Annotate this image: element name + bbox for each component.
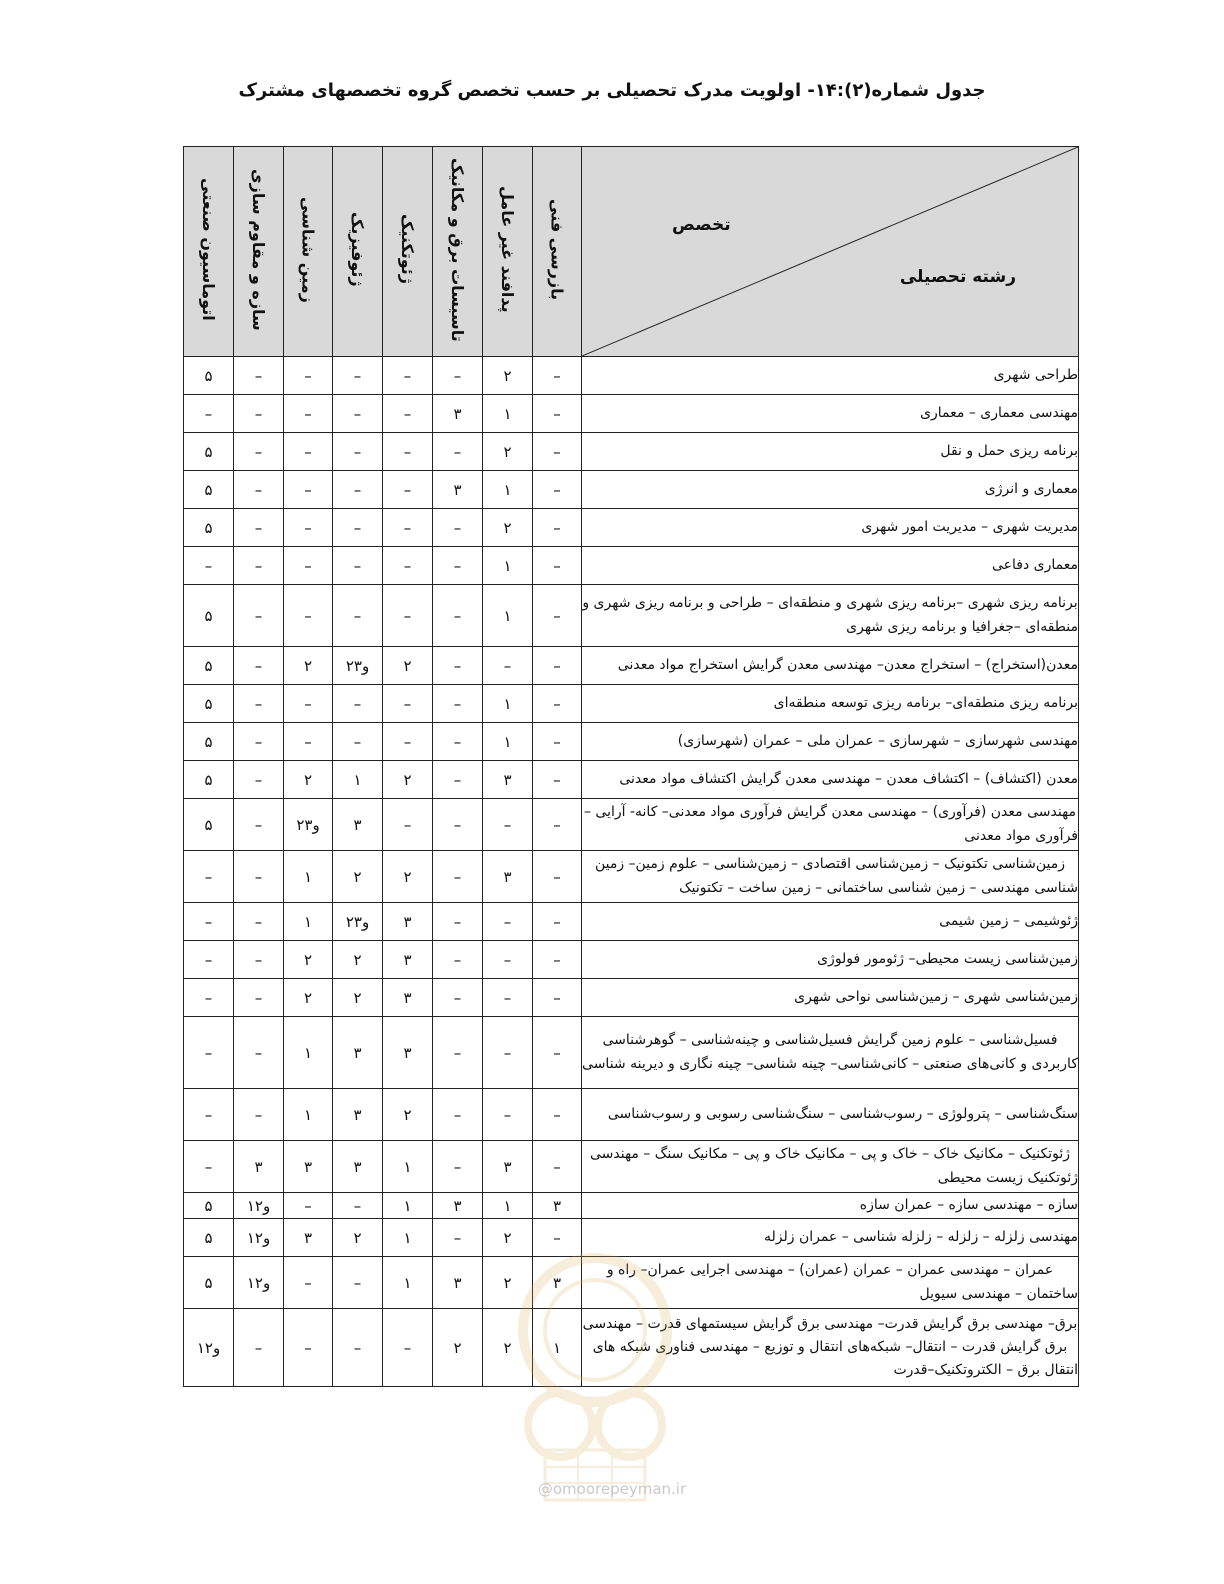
priority-cell: – [533, 1141, 582, 1193]
priority-cell: – [284, 1193, 333, 1219]
priority-cell: – [433, 799, 483, 851]
priority-cell: – [433, 1089, 483, 1141]
field-name-cell: برنامه ریزی منطقه‌ای– برنامه ریزی توسعه منطقه‌ای [582, 685, 1079, 723]
priority-cell: – [533, 547, 582, 585]
priority-cell: ۳ [383, 941, 433, 979]
priority-cell: – [433, 761, 483, 799]
priority-cell: ۱ [483, 395, 533, 433]
priority-cell: ۵ [184, 685, 234, 723]
priority-cell: – [234, 941, 284, 979]
priority-cell: ۱و۲ [234, 1193, 284, 1219]
priority-cell: ۲ [483, 509, 533, 547]
priority-cell: ۲و۳ [333, 903, 383, 941]
field-name-cell: معدن (اکتشاف) – اکتشاف معدن – مهندسی معدن گرایش اکتشاف مواد معدنی [582, 761, 1079, 799]
field-name-cell: فسیل‌شناسی – علوم زمین گرایش فسیل‌شناسی و چینه‌شناسی – گوهرشناسی کاربردی و کانی‌های صنعتی – کانی‌شناسی– چینه شناسی– چینه نگاری و دیرینه شناسی [582, 1017, 1079, 1089]
priority-cell: – [333, 357, 383, 395]
priority-cell: – [333, 395, 383, 433]
priority-cell: – [383, 799, 433, 851]
table-row [184, 1141, 1079, 1193]
priority-table [183, 146, 1079, 1387]
priority-cell: ۱و۲ [234, 1257, 284, 1309]
priority-cell: – [533, 685, 582, 723]
field-name-cell: زمین‌شناسی تکتونیک – زمین‌شناسی اقتصادی – زمین‌شناسی – علوم زمین– زمین شناسی مهندسی – زمین شناسی ساختمانی – زمین ساخت – تکتونیک [582, 851, 1079, 903]
table-row [184, 1257, 1079, 1309]
table-row [184, 979, 1079, 1017]
priority-cell: – [433, 851, 483, 903]
priority-cell: – [483, 1017, 533, 1089]
priority-cell: ۱ [483, 1193, 533, 1219]
column-header [284, 147, 333, 357]
column-header [234, 147, 284, 357]
priority-cell: – [184, 903, 234, 941]
priority-cell: ۵ [184, 799, 234, 851]
field-name-cell: مهندسی معدن (فرآوری) – مهندسی معدن گرایش فرآوری مواد معدنی– کانه- آرایی – فرآوری مواد معدنی [582, 799, 1079, 851]
table-row [184, 799, 1079, 851]
priority-cell: ۵ [184, 509, 234, 547]
priority-cell: ۲ [483, 433, 533, 471]
priority-cell: ۵ [184, 585, 234, 647]
column-header-label: اتوماسیون صنعتی [199, 178, 219, 321]
table-row [184, 471, 1079, 509]
table-row [184, 647, 1079, 685]
priority-cell: – [383, 395, 433, 433]
priority-cell: ۳ [433, 395, 483, 433]
priority-cell: ۳ [383, 979, 433, 1017]
priority-cell: ۲و۳ [333, 647, 383, 685]
table-title: جدول شماره(۲):۱۴- اولویت مدرک تحصیلی بر حسب تخصص گروه تخصصهای مشترک [238, 80, 986, 101]
priority-cell: – [533, 1219, 582, 1257]
priority-cell: ۳ [533, 1193, 582, 1219]
priority-cell: ۲ [284, 979, 333, 1017]
priority-cell: – [284, 357, 333, 395]
field-name-cell: برق– مهندسی برق گرایش قدرت– مهندسی برق گرایش سیستمهای قدرت – مهندسی برق گرایش قدرت – انتقال– شبکه‌های انتقال و توزیع – مهندسی فناوری شبکه های انتقال برق – الکتروتکنیک–قدرت [582, 1309, 1079, 1387]
column-header-label: پدافند غیر عامل [498, 186, 518, 313]
column-header-label: ژئوتکنیک [398, 214, 418, 285]
table-row [184, 585, 1079, 647]
table-row [184, 1193, 1079, 1219]
table-row [184, 1089, 1079, 1141]
field-name-cell: سنگ‌شناسی – پترولوژی – رسوب‌شناسی – سنگ‌شناسی رسوبی و رسوب‌شناسی [582, 1089, 1079, 1141]
table-row [184, 1309, 1079, 1387]
column-header [433, 147, 483, 357]
priority-cell: ۵ [184, 1193, 234, 1219]
priority-cell: – [284, 547, 333, 585]
priority-cell: – [333, 723, 383, 761]
priority-cell: – [433, 723, 483, 761]
priority-cell: – [184, 1017, 234, 1089]
priority-cell: – [284, 509, 333, 547]
priority-cell: – [433, 357, 483, 395]
field-name-cell: مهندسی شهرسازی – شهرسازی – عمران ملی – عمران (شهرسازی) [582, 723, 1079, 761]
priority-cell: – [333, 1257, 383, 1309]
priority-cell: – [234, 851, 284, 903]
priority-cell: ۱ [284, 1089, 333, 1141]
priority-cell: ۲ [284, 941, 333, 979]
field-name-cell: مهندسی زلزله – زلزله – زلزله شناسی – عمران زلزله [582, 1219, 1079, 1257]
priority-cell: – [433, 1141, 483, 1193]
specialty-header-label: تخصص [672, 215, 731, 235]
priority-cell: ۱ [483, 585, 533, 647]
priority-cell: – [533, 979, 582, 1017]
table-row [184, 357, 1079, 395]
column-header [533, 147, 582, 357]
priority-cell: – [234, 799, 284, 851]
priority-cell: – [533, 761, 582, 799]
priority-cell: – [533, 799, 582, 851]
priority-cell: – [184, 547, 234, 585]
table-row [184, 509, 1079, 547]
field-name-cell: زمین‌شناسی شهری – زمین‌شناسی نواحی شهری [582, 979, 1079, 1017]
priority-cell: ۵ [184, 1219, 234, 1257]
field-name-cell: ژئوتکنیک – مکانیک خاک – خاک و پی – مکانیک خاک و پی – مکانیک سنگ – مهندسی ژئوتکنیک زیست محیطی [582, 1141, 1079, 1193]
priority-cell: – [284, 433, 333, 471]
priority-cell: ۱ [284, 1017, 333, 1089]
priority-cell: – [284, 723, 333, 761]
priority-cell: – [383, 685, 433, 723]
priority-cell: ۲ [284, 647, 333, 685]
priority-cell: – [234, 1089, 284, 1141]
field-name-cell: معماری دفاعی [582, 547, 1079, 585]
priority-cell: – [184, 1089, 234, 1141]
field-name-cell: معدن(استخراج) – استخراج معدن– مهندسی معدن گرایش استخراج مواد معدنی [582, 647, 1079, 685]
priority-cell: ۲ [483, 1257, 533, 1309]
header-corner-cell [582, 147, 1079, 357]
priority-cell: – [433, 547, 483, 585]
priority-cell: – [234, 547, 284, 585]
priority-cell: – [433, 433, 483, 471]
priority-cell: – [333, 585, 383, 647]
priority-cell: ۱ [533, 1309, 582, 1387]
priority-cell: – [433, 1219, 483, 1257]
priority-cell: ۲ [284, 761, 333, 799]
priority-cell: – [284, 471, 333, 509]
priority-cell: ۱و۲ [184, 1309, 234, 1387]
priority-cell: – [184, 979, 234, 1017]
table-row [184, 685, 1079, 723]
priority-cell: ۳ [433, 471, 483, 509]
priority-cell: ۲ [433, 1309, 483, 1387]
priority-cell: ۵ [184, 357, 234, 395]
priority-cell: ۲ [383, 1089, 433, 1141]
priority-cell: – [234, 585, 284, 647]
priority-cell: ۲ [383, 761, 433, 799]
field-name-cell: مهندسی معماری – معماری [582, 395, 1079, 433]
priority-cell: – [234, 471, 284, 509]
priority-cell: – [533, 433, 582, 471]
priority-cell: ۳ [333, 1089, 383, 1141]
priority-cell: ۳ [483, 851, 533, 903]
priority-cell: – [284, 1309, 333, 1387]
priority-cell: – [383, 433, 433, 471]
priority-cell: – [483, 903, 533, 941]
column-header-label: ژئوفیزیک [348, 212, 368, 287]
priority-cell: – [234, 357, 284, 395]
priority-cell: – [333, 547, 383, 585]
priority-cell: – [333, 1309, 383, 1387]
priority-cell: – [234, 1309, 284, 1387]
priority-cell: – [533, 903, 582, 941]
priority-cell: ۳ [383, 903, 433, 941]
table-row [184, 761, 1079, 799]
priority-cell: – [433, 509, 483, 547]
priority-cell: – [433, 979, 483, 1017]
priority-cell: ۲ [483, 1219, 533, 1257]
priority-cell: – [433, 1017, 483, 1089]
priority-cell: – [483, 1089, 533, 1141]
table-row [184, 851, 1079, 903]
site-watermark-text: omoorepeyman.ir [552, 1480, 687, 1498]
priority-cell: – [333, 433, 383, 471]
priority-cell: – [433, 647, 483, 685]
priority-cell: – [433, 903, 483, 941]
priority-cell: ۳ [333, 1017, 383, 1089]
priority-cell: – [333, 685, 383, 723]
priority-cell: – [533, 647, 582, 685]
priority-cell: – [483, 941, 533, 979]
table-row [184, 903, 1079, 941]
priority-cell: – [234, 979, 284, 1017]
priority-cell: – [333, 509, 383, 547]
priority-cell: ۲ [333, 979, 383, 1017]
priority-cell: ۲ [383, 851, 433, 903]
table-row [184, 547, 1079, 585]
priority-cell: ۳ [433, 1257, 483, 1309]
priority-cell: ۲ [333, 941, 383, 979]
priority-cell: ۱و۲ [234, 1219, 284, 1257]
priority-cell: ۲و۳ [284, 799, 333, 851]
field-name-cell: ژئوشیمی – زمین شیمی [582, 903, 1079, 941]
priority-cell: – [284, 585, 333, 647]
priority-cell: ۳ [483, 761, 533, 799]
priority-cell: – [433, 585, 483, 647]
priority-cell: – [234, 1017, 284, 1089]
priority-cell: – [234, 761, 284, 799]
priority-cell: – [234, 509, 284, 547]
priority-cell: ۳ [383, 1017, 433, 1089]
priority-cell: – [234, 685, 284, 723]
priority-cell: – [333, 471, 383, 509]
priority-cell: – [383, 471, 433, 509]
field-name-cell: معماری و انرژی [582, 471, 1079, 509]
priority-cell: – [533, 395, 582, 433]
priority-cell: ۳ [533, 1257, 582, 1309]
priority-cell: ۱ [483, 547, 533, 585]
priority-cell: – [234, 433, 284, 471]
priority-cell: ۱ [483, 471, 533, 509]
priority-cell: – [383, 723, 433, 761]
priority-cell: – [533, 1089, 582, 1141]
diagonal-line [582, 147, 1078, 356]
column-header-label: سازه و مقاوم سازی [249, 168, 269, 331]
table-row [184, 1219, 1079, 1257]
priority-cell: – [433, 941, 483, 979]
field-name-cell: عمران – مهندسی عمران – عمران (عمران) – مهندسی اجرایی عمران– راه و ساختمان – مهندسی سیویل [582, 1257, 1079, 1309]
priority-cell: – [533, 357, 582, 395]
priority-cell: ۳ [333, 1141, 383, 1193]
priority-cell: – [284, 1257, 333, 1309]
priority-cell: ۲ [483, 1309, 533, 1387]
priority-cell: – [284, 685, 333, 723]
site-watermark: @omoorepeyman.ir [537, 1480, 687, 1498]
priority-cell: – [533, 471, 582, 509]
table-row [184, 433, 1079, 471]
priority-cell: ۳ [234, 1141, 284, 1193]
priority-cell: ۱ [284, 851, 333, 903]
table-row [184, 723, 1079, 761]
priority-cell: – [533, 1017, 582, 1089]
priority-cell: ۳ [284, 1141, 333, 1193]
priority-cell: – [383, 509, 433, 547]
priority-cell: – [533, 585, 582, 647]
priority-cell: ۵ [184, 433, 234, 471]
priority-cell: ۱ [284, 903, 333, 941]
header-row [184, 147, 1079, 357]
priority-cell: – [383, 357, 433, 395]
priority-cell: – [184, 941, 234, 979]
priority-cell: ۱ [483, 685, 533, 723]
priority-cell: – [234, 723, 284, 761]
priority-cell: – [184, 1141, 234, 1193]
field-name-cell: سازه – مهندسی سازه – عمران سازه [582, 1193, 1079, 1219]
priority-cell: – [383, 547, 433, 585]
priority-cell: ۱ [483, 723, 533, 761]
priority-cell: – [533, 941, 582, 979]
column-header-label: زمین شناسی [298, 196, 318, 303]
priority-cell: ۲ [383, 647, 433, 685]
priority-cell: ۵ [184, 761, 234, 799]
priority-cell: ۵ [184, 1257, 234, 1309]
priority-cell: – [533, 723, 582, 761]
priority-cell: – [483, 979, 533, 1017]
priority-cell: – [383, 585, 433, 647]
field-name-cell: زمین‌شناسی زیست محیطی– ژئومور فولوژی [582, 941, 1079, 979]
priority-cell: ۳ [284, 1219, 333, 1257]
priority-cell: – [184, 851, 234, 903]
priority-cell: – [383, 1309, 433, 1387]
priority-cell: ۲ [333, 1219, 383, 1257]
priority-cell: ۳ [483, 1141, 533, 1193]
table-row [184, 395, 1079, 433]
table-body [184, 357, 1079, 1387]
priority-cell: ۵ [184, 471, 234, 509]
column-header [383, 147, 433, 357]
priority-cell: ۲ [483, 357, 533, 395]
priority-cell: – [483, 647, 533, 685]
field-name-cell: مدیریت شهری – مدیریت امور شهری [582, 509, 1079, 547]
priority-cell: – [234, 395, 284, 433]
field-header-label: رشته تحصیلی [899, 267, 1016, 287]
priority-cell: ۳ [433, 1193, 483, 1219]
priority-cell: – [533, 851, 582, 903]
priority-cell: ۱ [383, 1219, 433, 1257]
table-row [184, 1017, 1079, 1089]
table-row [184, 941, 1079, 979]
priority-cell: – [234, 903, 284, 941]
priority-cell: – [533, 509, 582, 547]
priority-cell: – [433, 685, 483, 723]
column-header [184, 147, 234, 357]
priority-cell: ۵ [184, 723, 234, 761]
priority-cell: – [483, 799, 533, 851]
priority-cell: ۱ [383, 1193, 433, 1219]
field-name-cell: برنامه ریزی حمل و نقل [582, 433, 1079, 471]
priority-cell: – [184, 395, 234, 433]
column-header [483, 147, 533, 357]
priority-cell: ۲ [333, 851, 383, 903]
column-header [333, 147, 383, 357]
priority-cell: ۱ [333, 761, 383, 799]
priority-cell: ۱ [383, 1141, 433, 1193]
column-header-label: تاسیسات برق و مکانیک [448, 157, 468, 342]
priority-cell: – [284, 395, 333, 433]
priority-cell: – [234, 647, 284, 685]
field-name-cell: برنامه ریزی شهری –برنامه ریزی شهری و منطقه‌ای – طراحی و برنامه ریزی شهری و منطقه‌ای –جغرافیا و برنامه ریزی شهری [582, 585, 1079, 647]
priority-cell: – [333, 1193, 383, 1219]
field-name-cell: طراحی شهری [582, 357, 1079, 395]
column-header-label: بازرسی فنی [547, 198, 567, 301]
priority-cell: ۵ [184, 647, 234, 685]
priority-cell: ۳ [333, 799, 383, 851]
priority-cell: ۱ [383, 1257, 433, 1309]
